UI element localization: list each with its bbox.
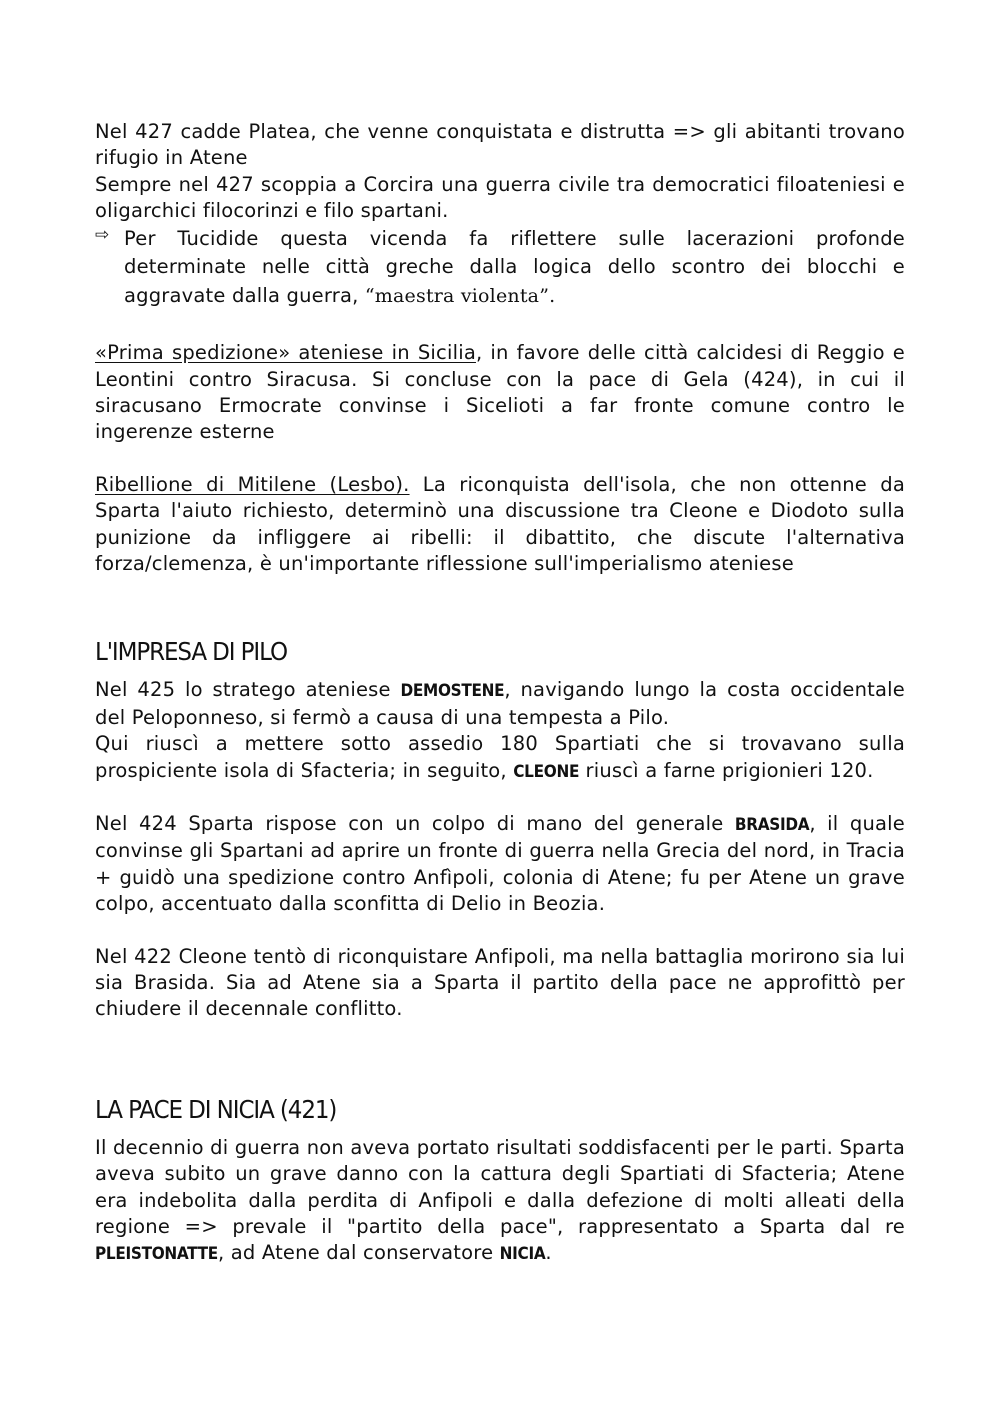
name-demostene: DEMOSTENE [400,681,505,702]
quote-maestra-violenta: “maestra violenta”. [364,284,556,307]
paragraph-corcira: Sempre nel 427 scoppia a Corcira una guerra civile tra democratici filoateniesi e oligarchici filocorinzi e filo spartani. [95,172,905,223]
sicilia-text: , in favore delle città calcidesi di Reggio e Leontini contro Siracusa. Si concluse con la pace di Gela (424), in cui il siracusano Ermocrate convinse i Sicelioti a far fronte comune contro le ingerenze esterne [95,341,905,444]
name-cleone: CLEONE [513,761,580,782]
arrow-list-item [95,225,905,311]
text-segment: Nel 425 lo stratego ateniese [95,678,401,702]
underlined-ribellione-mitilene: Ribellione di Mitilene (Lesbo). [95,472,410,496]
text-segment: , ad Atene dal conservatore [217,1241,500,1265]
paragraph-tucidide [124,225,905,311]
heading-impresa-di-pilo: L'IMPRESA DI PILO [95,637,288,667]
document-page [95,119,905,1268]
paragraph-sicilia [95,340,905,446]
mitilene-text: La riconquista dell'isola, che non ottenne da Sparta l'aiuto richiesto, determinò una discussione tra Cleone e Diodoto sulla punizione da infliggere ai ribelli: il dibattito, che discute l'alternativa forza/clemenza, è un'importante riflessione sull'imperialismo ateniese [95,472,905,575]
paragraph-anfipoli: Nel 422 Cleone tentò di riconquistare Anfipoli, ma nella battaglia morirono sia lui sia Brasida. Sia ad Atene sia a Sparta il partito della pace ne approfittò per chiudere il decennale conflitto. [95,944,905,1021]
text-segment: riuscì a farne prigionieri 120. [579,758,874,782]
paragraph-platea: Nel 427 cadde Platea, che venne conquistata e distrutta => gli abitanti trovano rifugio in Atene [95,120,905,170]
name-pleistonatte: PLEISTONATTE [95,1244,218,1265]
arrow-right-icon: ⇨ [95,224,110,245]
underlined-prima-spedizione: «Prima spedizione» ateniese in Sicilia [95,341,476,365]
text-segment: . [545,1241,552,1265]
paragraph-brasida [95,811,905,918]
paragraph-mitilene [95,472,905,578]
heading-pace-di-nicia: LA PACE DI NICIA (421) [95,1094,337,1124]
text-segment: , il quale convinse gli Spartani ad aprire un fronte di guerra nella Grecia del nord, in Tracia + guidò una spedizione contro Anfìpoli, colonia di Atene; fu per Atene un grave colpo, accentuato dalla sconfitta di Delio in Beozia. [95,812,905,916]
name-brasida: BRASIDA [734,815,810,835]
paragraph-pace-nicia [95,1135,905,1268]
paragraph-demostene [95,677,905,731]
text-segment: Qui riuscì a mettere sotto assedio 180 Spartiati che si trovavano sulla prospiciente isola di Sfacteria; in seguito, [95,732,905,782]
text-segment: Il decennio di guerra non aveva portato risultati soddisfacenti per le parti. Sparta aveva subito un grave danno con la cattura degli Spartiati di Sfacteria; Atene era indebolita dalla perdita di Anfipoli e dalla defezione di molti alleati della regione => prevale il "partito della pace", rappresentato a Sparta dal re [95,1135,905,1239]
name-nicia: NICIA [499,1244,546,1265]
text-segment: Nel 424 Sparta rispose con un colpo di mano del generale [95,812,735,835]
paragraph-sfacteria [95,731,905,785]
text-segment: , navigando lungo la costa occidentale del Peloponneso, si fermò a causa di una tempesta a Pilo. [95,678,905,729]
tucidide-text: Per Tucidide questa vicenda fa riflettere sulle lacerazioni profonde determinate nelle città greche dalla logica dello scontro dei blocchi e aggravate dalla guerra, [124,226,905,307]
